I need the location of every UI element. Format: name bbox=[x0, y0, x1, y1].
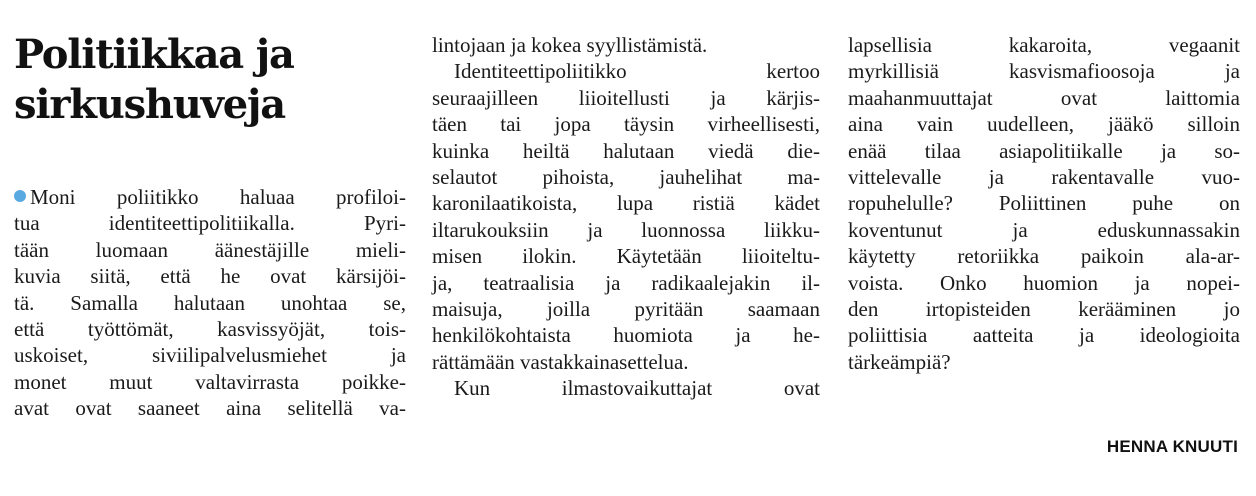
text-line: että työttömät, kasvissyöjät, tois- bbox=[14, 316, 406, 341]
text-line: lintojaan ja kokea syyllistämistä. bbox=[432, 33, 708, 57]
text-line: Identiteettipoliitikko kertoo bbox=[454, 59, 820, 84]
text-line: ja, teatraalisia ja radikaalejakin il- bbox=[432, 270, 820, 295]
text-line: tä. Samalla halutaan unohtaa se, bbox=[14, 290, 406, 315]
column-1-text bbox=[14, 184, 406, 422]
headline-line-1: Politiikkaa ja bbox=[14, 31, 294, 78]
text-line: koventunut ja eduskunnassakin bbox=[848, 217, 1240, 242]
text-line: maisuja, joilla pyritään saamaan bbox=[432, 296, 820, 321]
text-line: misen ilokin. Käytetään liioiteltu- bbox=[432, 244, 820, 269]
lead-bullet-icon bbox=[14, 190, 26, 202]
text-line: tua identiteettipolitiikalla. Pyri- bbox=[14, 211, 406, 236]
text-line: tärkeämpiä? bbox=[848, 349, 951, 374]
text-line: iltarukouksiin ja luonnossa liikku- bbox=[432, 217, 820, 242]
text-line: enää tilaa asiapolitiikalle ja so- bbox=[848, 138, 1240, 163]
text-line: avat ovat saaneet aina selitellä va- bbox=[14, 396, 406, 421]
article-headline bbox=[14, 30, 406, 130]
text-line: kuvia siitä, että he ovat kärsijöi- bbox=[14, 264, 406, 289]
text-line: den irtopisteiden kerääminen jo bbox=[848, 296, 1240, 321]
text-line: myrkillisiä kasvismafioosoja ja bbox=[848, 59, 1240, 84]
text-line: lapsellisia kakaroita, vegaanit bbox=[848, 33, 1240, 57]
text-line: voista. Onko huomion ja nopei- bbox=[848, 270, 1240, 295]
text-line: ropuhelulle? Poliittinen puhe on bbox=[848, 191, 1240, 216]
author-byline: HENNA KNUUTI bbox=[1106, 437, 1238, 456]
text-line: tään luomaan äänestäjille mieli- bbox=[14, 237, 406, 262]
text-line: kuinka heiltä halutaan viedä die- bbox=[432, 138, 820, 163]
text-line: vittelevalle ja rakentavalle vuo- bbox=[848, 164, 1240, 189]
text-line: täen tai jopa täysin virheellisesti, bbox=[432, 112, 820, 137]
text-line: henkilökohtaista huomiota ja he- bbox=[432, 323, 820, 348]
text-line: monet muut valtavirrasta poikke- bbox=[14, 369, 406, 394]
text-line: aina vain uudelleen, jääkö silloin bbox=[848, 112, 1240, 137]
text-line: uskoiset, siviilipalvelusmiehet ja bbox=[14, 343, 406, 368]
text-line: karonilaatikoista, lupa ristiä kädet bbox=[432, 191, 820, 216]
headline-line-2: sirkushuveja bbox=[14, 81, 285, 128]
column-2-text bbox=[432, 32, 820, 401]
text-line: selautot pihoista, jauhelihat ma- bbox=[432, 164, 820, 189]
text-line: Kun ilmastovaikuttajat ovat bbox=[454, 376, 820, 401]
text-line: poliittisia aatteita ja ideologioita bbox=[848, 323, 1240, 348]
column-3-text bbox=[848, 32, 1240, 375]
text-line: Moni poliitikko haluaa profiloi- bbox=[14, 184, 406, 210]
text-line: seuraajilleen liioitellusti ja kärjis- bbox=[432, 85, 820, 110]
text-line: maahanmuuttajat ovat laittomia bbox=[848, 85, 1240, 110]
text-line: käytetty retoriikka paikoin ala-ar- bbox=[848, 244, 1240, 269]
text-line: rättämään vastakkainasettelua. bbox=[432, 349, 689, 374]
